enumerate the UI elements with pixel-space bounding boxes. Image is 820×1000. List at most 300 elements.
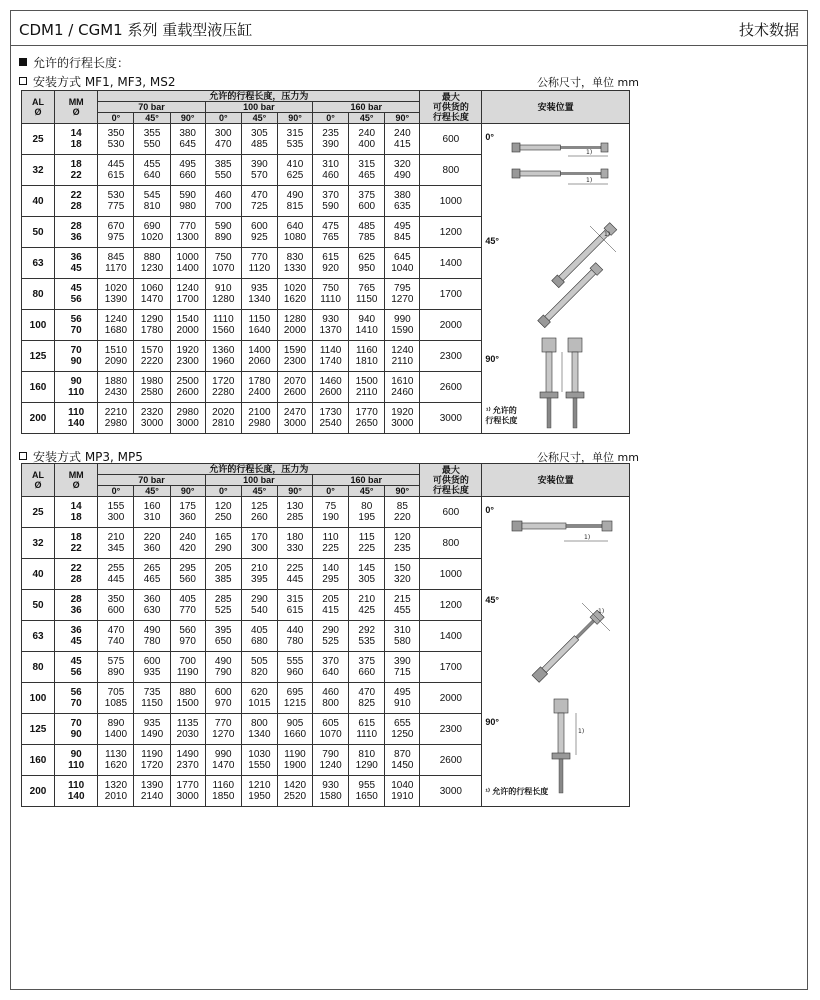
stroke-value: 2000 bbox=[283, 325, 307, 336]
stroke-value: 600 bbox=[143, 656, 161, 667]
al-cell: 32 bbox=[22, 528, 55, 559]
stroke-value: 960 bbox=[286, 667, 304, 678]
mm-value: 14 bbox=[70, 128, 82, 139]
stroke-cell bbox=[241, 155, 277, 186]
footnote-line: ¹⁾ 允许的 bbox=[485, 406, 517, 415]
stroke-cell bbox=[170, 372, 205, 403]
stroke-value: 420 bbox=[179, 543, 196, 554]
al-cell: 100 bbox=[22, 683, 55, 714]
mm-cell bbox=[55, 745, 98, 776]
max-stroke-cell: 1200 bbox=[420, 217, 482, 248]
stroke-value: 240 bbox=[358, 128, 376, 139]
stroke-value: 770 bbox=[251, 252, 268, 263]
stroke-value: 1340 bbox=[248, 729, 271, 740]
stroke-value: 1060 bbox=[140, 283, 164, 294]
stroke-value: 1910 bbox=[391, 791, 414, 802]
stroke-cell bbox=[349, 652, 385, 683]
stroke-value: 1400 bbox=[176, 263, 199, 274]
stroke-value: 975 bbox=[107, 232, 125, 243]
stroke-value: 260 bbox=[251, 512, 268, 523]
stroke-cell bbox=[98, 621, 134, 652]
stroke-cell bbox=[385, 559, 420, 590]
max-stroke-cell: 2600 bbox=[420, 372, 482, 403]
stroke-value: 375 bbox=[358, 190, 376, 201]
stroke-value: 535 bbox=[358, 636, 376, 647]
stroke-cell bbox=[277, 559, 312, 590]
stroke-value: 445 bbox=[107, 574, 125, 585]
mm-value: 110 bbox=[68, 387, 85, 398]
stroke-value: 970 bbox=[179, 636, 196, 647]
stroke-cell bbox=[277, 248, 312, 279]
stroke-value: 780 bbox=[143, 636, 161, 647]
table1 bbox=[21, 90, 630, 434]
stroke-cell bbox=[205, 155, 241, 186]
stroke-value: 360 bbox=[143, 543, 161, 554]
max-stroke-cell: 2000 bbox=[420, 683, 482, 714]
stroke-value: 115 bbox=[358, 532, 375, 543]
stroke-value: 2300 bbox=[283, 356, 307, 367]
stroke-value: 360 bbox=[143, 594, 161, 605]
angle-header: 45° bbox=[241, 113, 277, 124]
stroke-cell bbox=[170, 559, 205, 590]
stroke-value: 1410 bbox=[355, 325, 378, 336]
stroke-cell bbox=[134, 403, 170, 434]
col-pressure-title: 允许的行程长度，压力为 bbox=[98, 464, 420, 475]
stroke-cell bbox=[205, 124, 241, 155]
stroke-cell bbox=[241, 621, 277, 652]
stroke-value: 350 bbox=[107, 594, 125, 605]
stroke-cell bbox=[241, 745, 277, 776]
stroke-cell bbox=[277, 590, 312, 621]
stroke-value: 1680 bbox=[104, 325, 128, 336]
mm-value: 140 bbox=[67, 791, 85, 802]
stroke-value: 205 bbox=[322, 594, 339, 605]
stroke-value: 1470 bbox=[140, 294, 164, 305]
al-cell: 125 bbox=[22, 714, 55, 745]
stroke-value: 1640 bbox=[248, 325, 271, 336]
stroke-cell bbox=[349, 745, 385, 776]
stroke-value: 765 bbox=[358, 283, 376, 294]
mm-value: 22 bbox=[70, 543, 82, 554]
stroke-value: 3000 bbox=[391, 418, 414, 429]
stroke-value: 1280 bbox=[212, 294, 235, 305]
stroke-cell bbox=[313, 341, 349, 372]
stroke-value: 120 bbox=[214, 501, 232, 512]
stroke-value: 530 bbox=[107, 139, 125, 150]
stroke-cell bbox=[134, 186, 170, 217]
stroke-value: 2370 bbox=[176, 760, 199, 771]
stroke-value: 1210 bbox=[248, 780, 271, 791]
max-stroke-cell: 600 bbox=[420, 497, 482, 528]
col-100bar: 100 bar bbox=[205, 102, 312, 113]
stroke-value: 655 bbox=[394, 718, 411, 729]
stroke-cell bbox=[98, 590, 134, 621]
mm-cell bbox=[55, 279, 98, 310]
stroke-cell bbox=[385, 714, 420, 745]
cylinder-90deg-drawing bbox=[536, 336, 596, 436]
stroke-value: 1390 bbox=[140, 780, 164, 791]
angle-header: 0° bbox=[313, 486, 349, 497]
stroke-value: 990 bbox=[394, 314, 411, 325]
stroke-value: 1850 bbox=[212, 791, 235, 802]
stroke-value: 1240 bbox=[319, 760, 342, 771]
stroke-cell bbox=[98, 683, 134, 714]
stroke-cell bbox=[385, 186, 420, 217]
stroke-value: 130 bbox=[286, 501, 304, 512]
stroke-cell bbox=[313, 497, 349, 528]
stroke-value: 1230 bbox=[140, 263, 164, 274]
stroke-cell bbox=[277, 745, 312, 776]
page-title: CDM1 / CGM1 系列 重载型液压缸 bbox=[19, 21, 253, 39]
stroke-cell bbox=[349, 403, 385, 434]
stroke-cell bbox=[277, 403, 312, 434]
stroke-cell bbox=[134, 341, 170, 372]
stroke-cell bbox=[313, 559, 349, 590]
stroke-cell bbox=[313, 590, 349, 621]
stroke-value: 620 bbox=[251, 687, 268, 698]
stroke-cell bbox=[205, 745, 241, 776]
stroke-value: 160 bbox=[143, 501, 161, 512]
stroke-cell bbox=[134, 124, 170, 155]
stroke-cell bbox=[313, 155, 349, 186]
stroke-value: 240 bbox=[179, 532, 196, 543]
footnote: ¹⁾ 允许的行程长度 bbox=[485, 787, 549, 796]
table-row bbox=[22, 497, 630, 528]
stroke-value: 1280 bbox=[283, 314, 307, 325]
stroke-value: 700 bbox=[179, 656, 196, 667]
stroke-value: 1240 bbox=[176, 283, 199, 294]
stroke-cell bbox=[385, 217, 420, 248]
mm-value: 36 bbox=[70, 232, 82, 243]
stroke-cell bbox=[241, 372, 277, 403]
stroke-value: 2580 bbox=[140, 387, 164, 398]
stroke-value: 1400 bbox=[104, 729, 128, 740]
stroke-value: 950 bbox=[358, 263, 376, 274]
stroke-value: 1160 bbox=[212, 780, 235, 791]
stroke-value: 2520 bbox=[283, 791, 307, 802]
stroke-cell bbox=[277, 341, 312, 372]
stroke-value: 1150 bbox=[141, 698, 163, 709]
stroke-cell bbox=[313, 372, 349, 403]
stroke-value: 1920 bbox=[391, 407, 414, 418]
stroke-value: 525 bbox=[214, 605, 232, 616]
stroke-cell bbox=[205, 279, 241, 310]
stroke-cell bbox=[385, 652, 420, 683]
col-pressure-title: 允许的行程长度，压力为 bbox=[98, 91, 420, 102]
stroke-value: 1070 bbox=[212, 263, 235, 274]
mm-value: 56 bbox=[70, 687, 82, 698]
stroke-value: 485 bbox=[251, 139, 268, 150]
stroke-value: 1900 bbox=[283, 760, 307, 771]
stroke-cell bbox=[98, 714, 134, 745]
stroke-value: 225 bbox=[322, 543, 339, 554]
filled-square-icon bbox=[19, 58, 27, 66]
stroke-cell bbox=[170, 683, 205, 714]
stroke-value: 300 bbox=[214, 128, 232, 139]
stroke-value: 1215 bbox=[283, 698, 307, 709]
stroke-value: 970 bbox=[214, 698, 232, 709]
stroke-cell bbox=[170, 279, 205, 310]
max-stroke-cell: 1000 bbox=[420, 186, 482, 217]
stroke-value: 920 bbox=[322, 263, 339, 274]
stroke-value: 810 bbox=[143, 201, 161, 212]
stroke-value: 405 bbox=[179, 594, 196, 605]
stroke-cell bbox=[98, 372, 134, 403]
angle-header: 90° bbox=[277, 486, 312, 497]
stroke-value: 590 bbox=[179, 190, 196, 201]
col-mm: MM Ø bbox=[55, 91, 98, 124]
stroke-value: 210 bbox=[358, 594, 376, 605]
stroke-value: 1330 bbox=[283, 263, 307, 274]
stroke-cell bbox=[98, 652, 134, 683]
stroke-value: 2110 bbox=[355, 387, 378, 398]
stroke-value: 1240 bbox=[104, 314, 128, 325]
stroke-value: 680 bbox=[251, 636, 268, 647]
stroke-value: 150 bbox=[394, 563, 411, 574]
stroke-value: 935 bbox=[143, 667, 161, 678]
stroke-value: 1190 bbox=[284, 749, 306, 760]
stroke-cell bbox=[134, 652, 170, 683]
stroke-value: 3000 bbox=[140, 418, 164, 429]
stroke-value: 1040 bbox=[391, 780, 414, 791]
stroke-value: 315 bbox=[358, 159, 376, 170]
stroke-cell bbox=[313, 403, 349, 434]
mm-value: 90 bbox=[70, 729, 82, 740]
mm-value: 36 bbox=[70, 605, 82, 616]
mm-cell bbox=[55, 124, 98, 155]
stroke-value: 225 bbox=[358, 543, 376, 554]
stroke-cell bbox=[241, 279, 277, 310]
stroke-value: 2280 bbox=[212, 387, 235, 398]
col-max: 最大 可供货的 行程长度 bbox=[420, 464, 482, 497]
stroke-value: 770 bbox=[179, 605, 196, 616]
stroke-value: 770 bbox=[214, 718, 232, 729]
stroke-cell bbox=[170, 497, 205, 528]
stroke-value: 560 bbox=[179, 625, 196, 636]
col-al: AL Ø bbox=[22, 91, 55, 124]
angle-header: 90° bbox=[385, 113, 420, 124]
al-cell: 63 bbox=[22, 621, 55, 652]
stroke-cell bbox=[313, 279, 349, 310]
stroke-value: 1720 bbox=[212, 376, 235, 387]
position-90-label: 90° bbox=[485, 717, 499, 727]
stroke-value: 470 bbox=[358, 687, 376, 698]
stroke-value: 250 bbox=[214, 512, 232, 523]
stroke-cell bbox=[134, 745, 170, 776]
stroke-value: 180 bbox=[286, 532, 304, 543]
stroke-value: 1730 bbox=[319, 407, 342, 418]
stroke-cell bbox=[313, 683, 349, 714]
stroke-value: 410 bbox=[286, 159, 304, 170]
stroke-value: 1650 bbox=[355, 791, 378, 802]
stroke-value: 1170 bbox=[105, 263, 127, 274]
stroke-value: 2020 bbox=[212, 407, 235, 418]
mm-cell bbox=[55, 310, 98, 341]
mm-value: 22 bbox=[70, 563, 82, 574]
max-stroke-cell: 1700 bbox=[420, 652, 482, 683]
stroke-value: 165 bbox=[214, 532, 232, 543]
stroke-value: 2980 bbox=[104, 418, 128, 429]
stroke-value: 1620 bbox=[104, 760, 128, 771]
stroke-value: 1490 bbox=[176, 749, 199, 760]
stroke-cell bbox=[385, 621, 420, 652]
stroke-cell bbox=[313, 528, 349, 559]
angle-header: 90° bbox=[385, 486, 420, 497]
stroke-cell bbox=[170, 652, 205, 683]
stroke-cell bbox=[277, 279, 312, 310]
stroke-value: 195 bbox=[358, 512, 376, 523]
stroke-value: 395 bbox=[251, 574, 268, 585]
stroke-value: 2600 bbox=[176, 387, 199, 398]
stroke-value: 460 bbox=[322, 170, 339, 181]
stroke-cell bbox=[349, 559, 385, 590]
stroke-value: 625 bbox=[358, 252, 376, 263]
mm-value: 22 bbox=[70, 170, 82, 181]
dimension-label: 1) bbox=[598, 608, 605, 615]
mm-value: 22 bbox=[70, 190, 82, 201]
stroke-cell bbox=[170, 217, 205, 248]
stroke-value: 1040 bbox=[391, 263, 414, 274]
stroke-value: 415 bbox=[322, 605, 339, 616]
stroke-value: 470 bbox=[214, 139, 232, 150]
stroke-value: 545 bbox=[143, 190, 161, 201]
table-row bbox=[22, 124, 630, 155]
stroke-cell bbox=[241, 186, 277, 217]
stroke-value: 210 bbox=[251, 563, 268, 574]
stroke-cell bbox=[98, 559, 134, 590]
stroke-value: 2100 bbox=[248, 407, 271, 418]
stroke-value: 785 bbox=[358, 232, 376, 243]
stroke-value: 535 bbox=[286, 139, 304, 150]
angle-header: 90° bbox=[277, 113, 312, 124]
stroke-value: 315 bbox=[286, 594, 304, 605]
al-cell: 200 bbox=[22, 403, 55, 434]
stroke-value: 205 bbox=[214, 563, 232, 574]
mm-cell bbox=[55, 652, 98, 683]
stroke-value: 295 bbox=[322, 574, 339, 585]
stroke-value: 845 bbox=[394, 232, 411, 243]
stroke-value: 85 bbox=[396, 501, 408, 512]
stroke-cell bbox=[170, 528, 205, 559]
stroke-value: 1300 bbox=[176, 232, 199, 243]
mm-cell bbox=[55, 528, 98, 559]
stroke-cell bbox=[277, 310, 312, 341]
stroke-value: 320 bbox=[394, 159, 411, 170]
stroke-cell bbox=[349, 590, 385, 621]
stroke-value: 1320 bbox=[104, 780, 128, 791]
stroke-value: 455 bbox=[143, 159, 161, 170]
stroke-value: 2210 bbox=[104, 407, 128, 418]
stroke-cell bbox=[313, 310, 349, 341]
stroke-value: 1740 bbox=[319, 356, 342, 367]
mm-cell bbox=[55, 776, 98, 807]
mm-value: 56 bbox=[70, 314, 82, 325]
stroke-value: 2060 bbox=[248, 356, 271, 367]
stroke-value: 645 bbox=[394, 252, 411, 263]
stroke-cell bbox=[98, 217, 134, 248]
mm-value: 90 bbox=[70, 376, 82, 387]
stroke-cell bbox=[205, 683, 241, 714]
stroke-cell bbox=[277, 621, 312, 652]
stroke-value: 575 bbox=[107, 656, 125, 667]
stroke-value: 640 bbox=[143, 170, 161, 181]
stroke-cell bbox=[134, 248, 170, 279]
stroke-value: 300 bbox=[251, 543, 268, 554]
stroke-value: 495 bbox=[394, 221, 411, 232]
stroke-value: 830 bbox=[286, 252, 304, 263]
dimension-label: 1) bbox=[578, 728, 585, 735]
stroke-value: 700 bbox=[214, 201, 232, 212]
al-cell: 25 bbox=[22, 124, 55, 155]
cylinder-0deg-drawing bbox=[508, 511, 618, 551]
stroke-cell bbox=[277, 155, 312, 186]
stroke-value: 460 bbox=[322, 687, 339, 698]
stroke-value: 2140 bbox=[140, 791, 164, 802]
angle-header: 0° bbox=[313, 113, 349, 124]
mm-value: 90 bbox=[70, 749, 82, 760]
stroke-value: 415 bbox=[394, 139, 411, 150]
stroke-cell bbox=[385, 124, 420, 155]
angle-header: 45° bbox=[134, 486, 170, 497]
stroke-value: 690 bbox=[143, 221, 161, 232]
stroke-value: 385 bbox=[214, 159, 232, 170]
stroke-cell bbox=[241, 528, 277, 559]
stroke-value: 1450 bbox=[391, 760, 414, 771]
al-cell: 125 bbox=[22, 341, 55, 372]
stroke-cell bbox=[170, 745, 205, 776]
mm-value: 18 bbox=[70, 532, 82, 543]
stroke-cell bbox=[349, 776, 385, 807]
stroke-cell bbox=[385, 403, 420, 434]
stroke-cell bbox=[313, 714, 349, 745]
stroke-cell bbox=[134, 310, 170, 341]
stroke-value: 3000 bbox=[283, 418, 307, 429]
stroke-value: 1020 bbox=[283, 283, 307, 294]
stroke-cell bbox=[385, 248, 420, 279]
mm-value: 28 bbox=[70, 221, 82, 232]
stroke-value: 790 bbox=[322, 749, 339, 760]
stroke-cell bbox=[134, 497, 170, 528]
stroke-value: 770 bbox=[179, 221, 196, 232]
stroke-value: 110 bbox=[322, 532, 339, 543]
stroke-cell bbox=[170, 186, 205, 217]
stroke-value: 2090 bbox=[104, 356, 128, 367]
stroke-value: 2810 bbox=[212, 418, 235, 429]
stroke-cell bbox=[205, 652, 241, 683]
stroke-value: 390 bbox=[394, 656, 411, 667]
stroke-value: 350 bbox=[107, 128, 125, 139]
stroke-value: 640 bbox=[286, 221, 304, 232]
stroke-cell bbox=[205, 341, 241, 372]
stroke-value: 590 bbox=[322, 201, 339, 212]
stroke-cell bbox=[349, 124, 385, 155]
stroke-value: 405 bbox=[251, 625, 268, 636]
stroke-value: 295 bbox=[179, 563, 196, 574]
footnote bbox=[485, 406, 517, 426]
stroke-cell bbox=[205, 217, 241, 248]
al-cell: 25 bbox=[22, 497, 55, 528]
stroke-value: 190 bbox=[322, 512, 339, 523]
stroke-value: 315 bbox=[286, 128, 304, 139]
stroke-value: 1270 bbox=[391, 294, 414, 305]
stroke-value: 1620 bbox=[283, 294, 307, 305]
max-stroke-cell: 2000 bbox=[420, 310, 482, 341]
stroke-value: 1660 bbox=[283, 729, 307, 740]
stroke-cell bbox=[349, 497, 385, 528]
stroke-value: 1130 bbox=[105, 749, 127, 760]
stroke-value: 625 bbox=[286, 170, 304, 181]
stroke-value: 310 bbox=[322, 159, 339, 170]
